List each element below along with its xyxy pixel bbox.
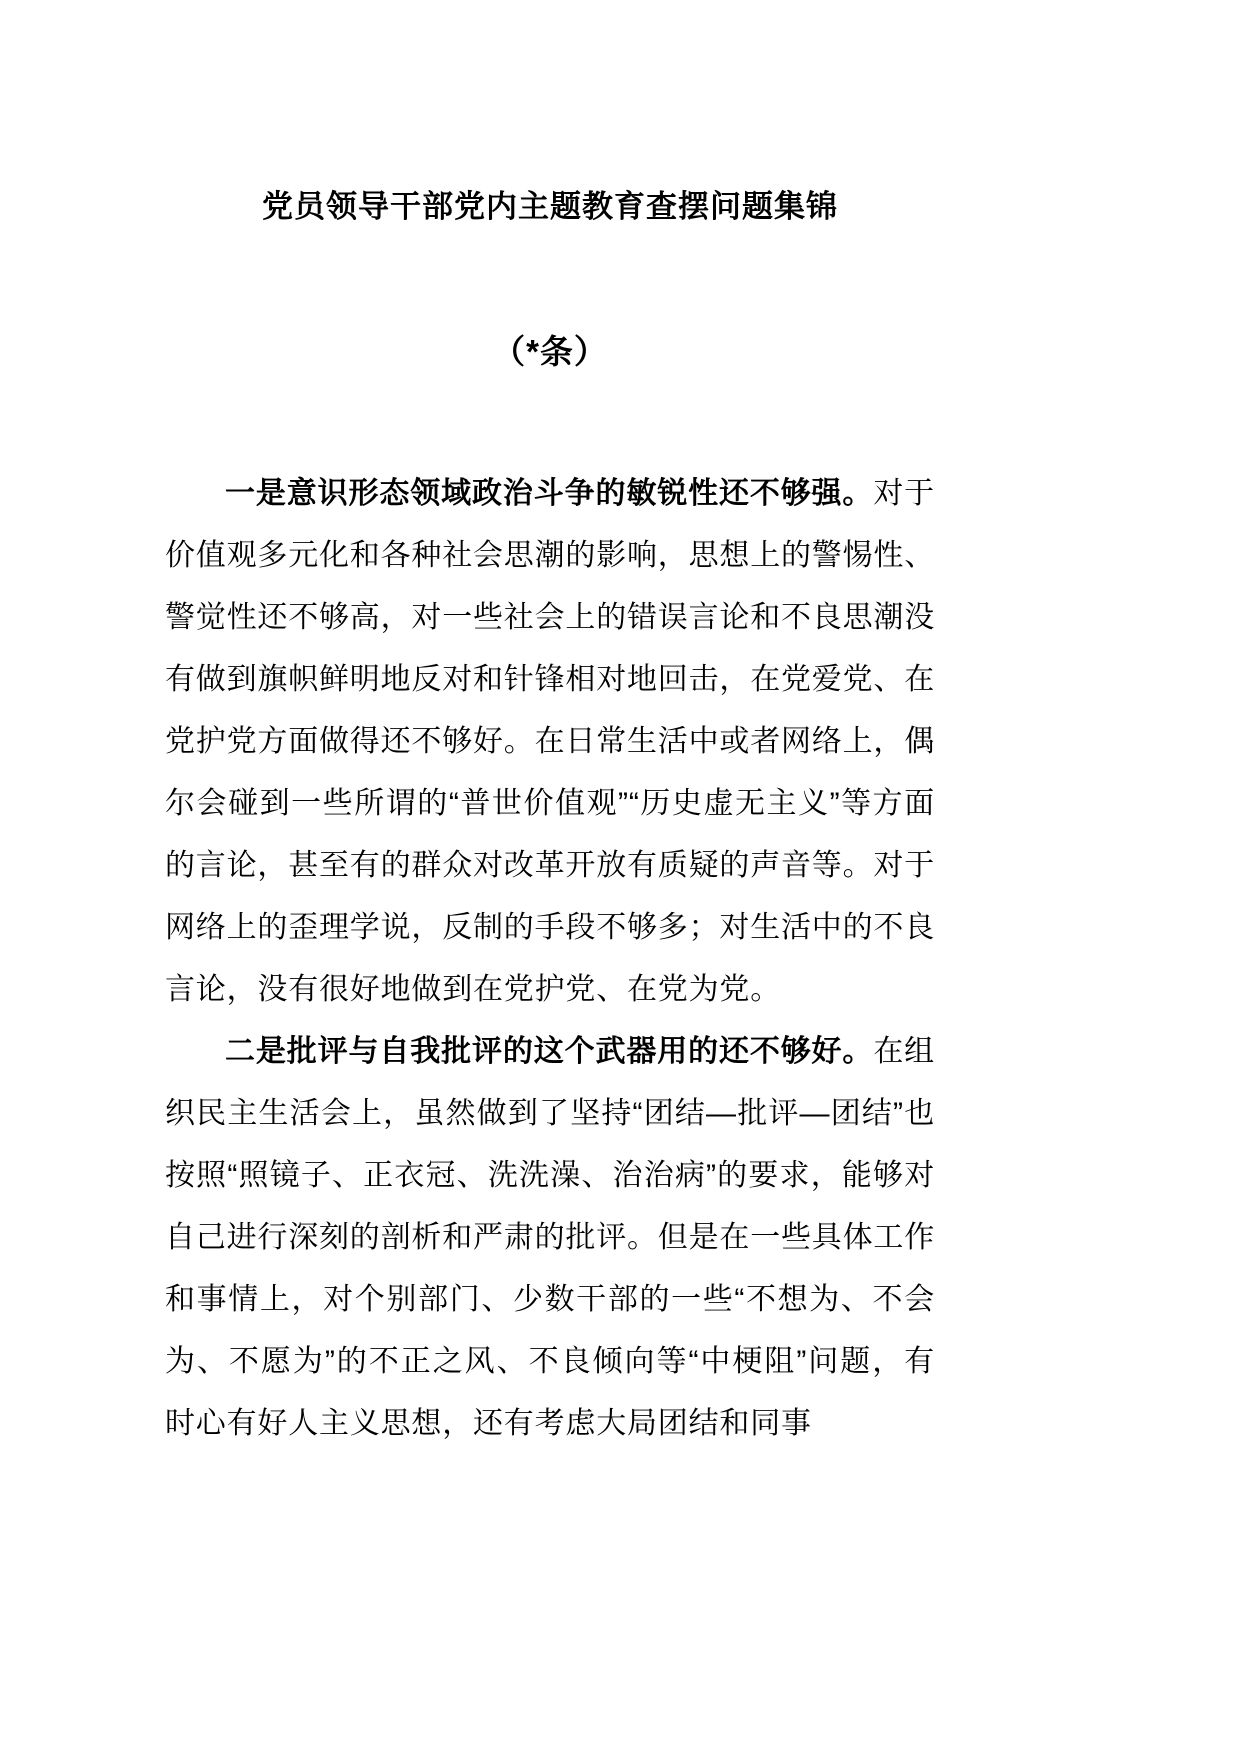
paragraph-2-text: 在组织民主生活会上，虽然做到了坚持“团结—批评—团结”也按照“照镜子、正衣冠、洗洗澡、治治病”的要求，能够对自己进行深刻的剖析和严肃的批评。但是在一些具体工作和事情上，对个别部门、少数干部的一些“不想为、不会为、不愿为”的不正之风、不良倾向等“中梗阻”问题，有时心有好人主义思想，还有考虑大局团结和同事 — [165, 1035, 935, 1440]
document-subtitle: （*条） — [492, 333, 608, 370]
paragraph-1-lead: 一是意识形态领域政治斗争的敏锐性还不够强。 — [225, 477, 874, 510]
paragraph-2 — [165, 1021, 935, 1455]
paragraph-1 — [165, 463, 935, 1021]
paragraph-2-lead: 二是批评与自我批评的这个武器用的还不够好。 — [225, 1035, 874, 1068]
document-title: 党员领导干部党内主题教育查摆问题集锦 — [262, 189, 838, 224]
paragraph-1-text: 对于价值观多元化和各种社会思潮的影响，思想上的警惕性、警觉性还不够高，对一些社会上的错误言论和不良思潮没有做到旗帜鲜明地反对和针锋相对地回击，在党爱党、在党护党方面做得还不够好。在日常生活中或者网络上，偶尔会碰到一些所谓的“普世价值观”“历史虚无主义”等方面的言论，甚至有的群众对改革开放有质疑的声音等。对于网络上的歪理学说，反制的手段不够多；对生活中的不良言论，没有很好地做到在党护党、在党为党。 — [165, 477, 935, 1006]
document-body — [165, 463, 935, 1455]
